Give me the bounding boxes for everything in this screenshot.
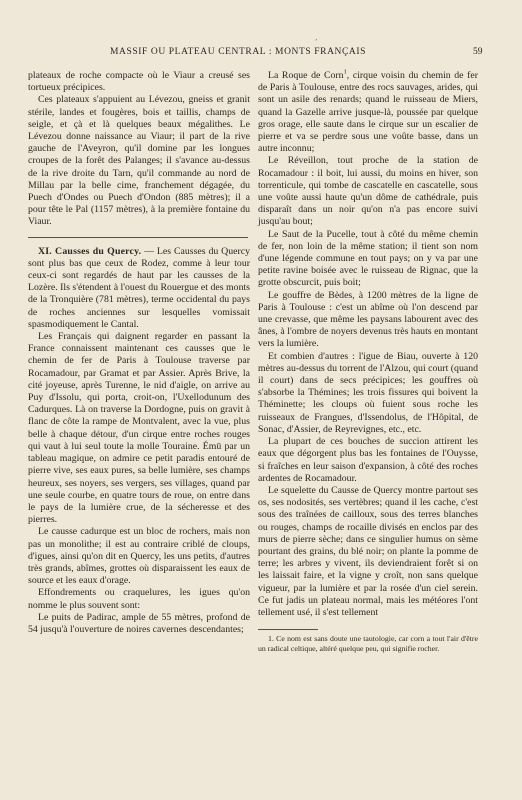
paragraph: Le Saut de la Pucelle, tout à côté du même chemin de fer, non loin de la même station; il tient son nom d'une légende commune en tout pays; on y va par une petite ravine boisée avec le ruisseau de Rignac, que la grotte obscurcit, puis boit; — [258, 228, 478, 289]
paragraph: plateaux de roche compacte où le Viaur a creusé ses tortueux précipices. — [28, 70, 250, 94]
paragraph-text: La Roque de Corn — [268, 70, 344, 81]
footnote-rule — [258, 629, 318, 630]
paragraph: Le Réveillon, tout proche de la station de Rocamadour : il boit, lui aussi, du moins en hiver, son torrenticule, qui tombe de cascatelle en cascatelle, sous une voûte aussi haute qu'un dôme de cathédrale, puis disparaît dans un noir qu'on n'a pas encore suivi jusqu'au bout; — [258, 155, 478, 228]
right-column — [258, 70, 478, 653]
section-paragraph — [28, 246, 250, 331]
footnote-ref: 1 — [343, 68, 347, 76]
footnote: 1. Ce nom est sans doute une tautologie, car corn a tout l'air d'être un radical celtique, altéré quelque peu, qui signifie rocher. — [258, 634, 478, 653]
paragraph: Le gouffre de Bèdes, à 1200 mètres de la ligne de Paris à Toulouse : c'est un abîme où l'on descend par une crevasse, que même les paysans labourent avec des ânes, à l'ombre de noyers devenus très hauts en montant vers la lumière. — [258, 289, 478, 350]
print-mark: ʻ — [315, 38, 318, 46]
paragraph: Le causse cadurque est un bloc de rochers, mais non pas un monolithe; il est au contraire criblé de cloups, d'igues, ainsi qu'on dit en Quercy, les uns petits, d'autres très grands, abîmes, grottes où disparaissent les eaux de source et les eaux d'orage. — [28, 526, 250, 587]
paragraph: Ces plateaux s'appuient au Lévezou, gneiss et granit stérile, landes et fougères, bois et taillis, champs de seigle, et çà et là quelques beaux mégalithes. Le Lévezou donne naissance au Viaur; il part de la rive gauche de l'Aveyron, qu'il domine par les longues croupes de la forêt des Palanges; il s'avance au-dessus de la rive droite du Tarn, qu'il commande au nord de Millau par la belle cime, franchement dégagée, du Puech d'Ondes ou Puech d'Ondon (885 mètres); il a pour tête le Pal (1157 mètres), à la première fontaine du Viaur. — [28, 94, 250, 228]
paragraph — [258, 70, 478, 155]
running-header — [0, 47, 522, 63]
paragraph: Le puits de Padirac, ample de 55 mètres, profond de 54 jusqu'à l'ouverture de noires cavernes descendantes; — [28, 611, 250, 635]
paragraph: Effondrements ou craquelures, les igues qu'on nomme le plus souvent sont: — [28, 587, 250, 611]
left-column — [28, 70, 250, 636]
section-text: — Les Causses du Quercy sont plus bas que ceux de Rodez, comme à leur tour ceux-ci sont regardés de haut par les causses de la Lozère. Ils s'étendent à l'ouest du Rouergue et des monts de la Tronquière (781 mètres), terme occidental du pays de roches anciennes sur lesquelles vomissait spasmodiquement le Cantal. — [28, 245, 250, 330]
section-title: XI. Causses du Quercy. — [38, 245, 142, 257]
page-number: 59 — [473, 47, 483, 57]
paragraph: Et combien d'autres : l'igue de Biau, ouverte à 120 mètres au-dessus du torrent de l'Alzou, qui court (quand il court) dans de secs précipices; les gouffres où s'absorbe la Thémines; les trois fissures qui boivent la Théminette; les cloups où fuient sous roche les ruisseaux de Frangues, d'Issendolus, de l'Hôpital, de Sonac, d'Assier, de Reyrevignes, etc., etc. — [258, 350, 478, 435]
paragraph: Les Français qui daignent regarder en passant la France connaissent maintenant ces causses que le chemin de fer de Paris à Toulouse traverse par Rocamadour, par Gramat et par Assier. Après Brive, la cité joyeuse, après Turenne, le nid d'aigle, on arrive au Puy d'Issolu, qui porta, croit-on, l'Uxellodunum des Cadurques. Là on traverse la Dordogne, puis on gravit à flanc de côte la rampe de Montvalent, avec la vue, plus belle à chaque détour, d'un cirque entre roches rouges qui vaut à lui seul toute la molle Touraine. Émū par un tableau magique, on admire ce petit paradis entouré de pierre vive, ses eaux pures, sa belle lumière, ses champs heureux, ses noyers, ses vergers, ses villages, quand par une seule courbe, en quatre tours de roue, on entre dans le pays de la lumière crue, de la sécheresse et des pierres. — [28, 331, 250, 526]
section-divider — [28, 237, 248, 238]
running-title: MASSIF OU PLATEAU CENTRAL : MONTS FRANÇAIS — [110, 47, 367, 57]
paragraph: Le squelette du Causse de Quercy montre partout ses os, ses nodosités, ses vertèbres; quand il les cache, c'est sous des traînées de cailloux, sous des terres blanches ou rouges, champs de rocaille divisés en enclos par des murs de pierre sèche; dans ce singulier humus on sème pourtant des grains, du blé noir; on plante la pomme de terre; les arbres y vivent, ils deviendraient forêt si on les laissait faire, et la vigne y croît, non sans quelque vigueur, par la lumière et par la rosée d'un ciel serein. Ce fut jadis un plateau normal, mais les météores l'ont tellement usé, il s'est tellement — [258, 484, 478, 618]
paragraph-text: , cirque voisin du chemin de fer de Paris à Toulouse, entre des rocs sauvages, arides, qui sont un asile des renards; quand le ruisseau de Miers, quand la Gazelle arrive jusque-là, poussée par quelque gros orage, elle saute dans le cirque sur un escalier de pierre et va se perdre sous une voûte basse, dans un autre inconnu; — [258, 70, 478, 155]
paragraph: La plupart de ces bouches de succion attirent les eaux que dégorgent plus bas les fontaines de l'Ouysse, si fraîches en leur saison d'expansion, à côté des roches ardentes de Rocamadour. — [258, 436, 478, 484]
